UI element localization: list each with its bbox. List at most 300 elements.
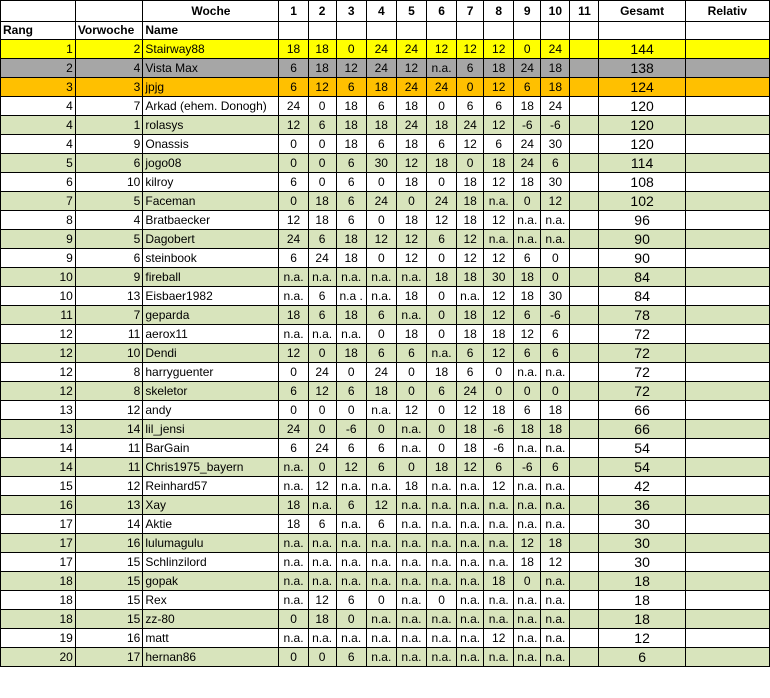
week-8-cell[interactable]: 6 (484, 97, 514, 116)
week-11-cell[interactable] (570, 211, 599, 230)
week-6-cell[interactable]: 0 (427, 591, 457, 610)
week-8-cell[interactable]: n.a. (484, 192, 514, 211)
week-3-cell[interactable]: 6 (336, 78, 366, 97)
relativ-cell[interactable] (685, 268, 769, 287)
relativ-cell[interactable] (685, 439, 769, 458)
week-7-cell[interactable]: n.a. (457, 591, 484, 610)
week-1-cell[interactable]: 0 (279, 192, 308, 211)
week-7-cell[interactable]: 18 (457, 325, 484, 344)
relativ-cell[interactable] (685, 135, 769, 154)
rang-cell[interactable]: 19 (1, 629, 76, 648)
week-10-cell[interactable]: 30 (541, 173, 570, 192)
week-10-cell[interactable]: n.a. (541, 648, 570, 667)
week-4-cell[interactable]: 0 (366, 420, 396, 439)
rang-cell[interactable]: 11 (1, 306, 76, 325)
week-5-cell[interactable]: 12 (396, 249, 426, 268)
week-8-cell[interactable]: n.a. (484, 515, 514, 534)
week-9-cell[interactable]: n.a. (514, 230, 541, 249)
vorwoche-cell[interactable]: 7 (75, 97, 143, 116)
gesamt-cell[interactable]: 36 (599, 496, 685, 515)
week-4-cell[interactable]: n.a. (366, 553, 396, 572)
week-10-cell[interactable]: n.a. (541, 211, 570, 230)
week-10-cell[interactable]: n.a. (541, 572, 570, 591)
week-3-cell[interactable]: 6 (336, 439, 366, 458)
name-cell[interactable]: Schlinzilord (143, 553, 279, 572)
week-9-cell[interactable]: n.a. (514, 477, 541, 496)
week-2-cell[interactable]: n.a. (308, 572, 336, 591)
vorwoche-cell[interactable]: 9 (75, 268, 143, 287)
week-8-cell[interactable]: 12 (484, 40, 514, 59)
week-11-cell[interactable] (570, 173, 599, 192)
gesamt-cell[interactable]: 66 (599, 420, 685, 439)
week-9-cell[interactable]: 18 (514, 287, 541, 306)
week-8-cell[interactable]: 6 (484, 135, 514, 154)
week-2-cell[interactable]: 18 (308, 59, 336, 78)
week-7-cell[interactable]: n.a. (457, 572, 484, 591)
week-3-cell[interactable]: -6 (336, 420, 366, 439)
relativ-cell[interactable] (685, 116, 769, 135)
gesamt-cell[interactable]: 42 (599, 477, 685, 496)
week-11-cell[interactable] (570, 553, 599, 572)
week-6-cell[interactable]: 0 (427, 306, 457, 325)
week-4-cell[interactable]: n.a. (366, 648, 396, 667)
week-3-cell[interactable]: 6 (336, 382, 366, 401)
week-7-cell[interactable]: n.a. (457, 629, 484, 648)
name-cell[interactable]: jpjg (143, 78, 279, 97)
week-9-cell[interactable]: n.a. (514, 648, 541, 667)
week-1-cell[interactable]: 6 (279, 249, 308, 268)
vorwoche-cell[interactable]: 13 (75, 287, 143, 306)
name-cell[interactable]: jogo08 (143, 154, 279, 173)
week-9-cell[interactable]: 0 (514, 192, 541, 211)
week-6-cell[interactable]: n.a. (427, 629, 457, 648)
week-5-cell[interactable]: 0 (396, 458, 426, 477)
rang-cell[interactable]: 12 (1, 363, 76, 382)
week-4-cell[interactable]: n.a. (366, 572, 396, 591)
week-11-cell[interactable] (570, 325, 599, 344)
relativ-cell[interactable] (685, 572, 769, 591)
week-1-cell[interactable]: 0 (279, 648, 308, 667)
gesamt-cell[interactable]: 108 (599, 173, 685, 192)
week-8-cell[interactable]: n.a. (484, 610, 514, 629)
week-8-cell[interactable]: n.a. (484, 591, 514, 610)
week-10-cell[interactable]: n.a. (541, 591, 570, 610)
week-4-cell[interactable]: 0 (366, 591, 396, 610)
week-7-cell[interactable]: n.a. (457, 496, 484, 515)
gesamt-cell[interactable]: 72 (599, 344, 685, 363)
gesamt-cell[interactable]: 78 (599, 306, 685, 325)
week-3-cell[interactable]: 12 (336, 59, 366, 78)
relativ-cell[interactable] (685, 629, 769, 648)
week-7-cell[interactable]: 12 (457, 135, 484, 154)
week-1-cell[interactable]: n.a. (279, 591, 308, 610)
week-2-cell[interactable]: 18 (308, 610, 336, 629)
week-5-cell[interactable]: 18 (396, 287, 426, 306)
week-9-cell[interactable]: 12 (514, 534, 541, 553)
week-1-cell[interactable]: n.a. (279, 287, 308, 306)
week-5-cell[interactable]: n.a. (396, 629, 426, 648)
week-6-cell[interactable]: 18 (427, 458, 457, 477)
week-7-cell[interactable]: n.a. (457, 553, 484, 572)
week-3-cell[interactable]: 0 (336, 610, 366, 629)
relativ-cell[interactable] (685, 211, 769, 230)
week-11-cell[interactable] (570, 59, 599, 78)
week-9-cell[interactable]: n.a. (514, 610, 541, 629)
vorwoche-cell[interactable]: 16 (75, 534, 143, 553)
week-8-cell[interactable]: -6 (484, 420, 514, 439)
week-8-cell[interactable]: 18 (484, 325, 514, 344)
name-cell[interactable]: Onassis (143, 135, 279, 154)
vorwoche-cell[interactable]: 5 (75, 192, 143, 211)
relativ-cell[interactable] (685, 306, 769, 325)
week-2-cell[interactable]: 24 (308, 439, 336, 458)
week-9-cell[interactable]: n.a. (514, 363, 541, 382)
gesamt-cell[interactable]: 18 (599, 572, 685, 591)
week-6-cell[interactable]: 0 (427, 287, 457, 306)
vorwoche-cell[interactable]: 13 (75, 496, 143, 515)
week-9-cell[interactable]: 18 (514, 97, 541, 116)
name-cell[interactable]: andy (143, 401, 279, 420)
relativ-cell[interactable] (685, 420, 769, 439)
vorwoche-cell[interactable]: 15 (75, 591, 143, 610)
week-11-cell[interactable] (570, 40, 599, 59)
week-4-cell[interactable]: 6 (366, 344, 396, 363)
week-1-cell[interactable]: 6 (279, 382, 308, 401)
week-7-cell[interactable]: 12 (457, 230, 484, 249)
week-10-cell[interactable]: n.a. (541, 629, 570, 648)
week-4-cell[interactable]: 0 (366, 325, 396, 344)
name-cell[interactable]: steinbook (143, 249, 279, 268)
week-8-cell[interactable]: n.a. (484, 553, 514, 572)
relativ-cell[interactable] (685, 154, 769, 173)
week-5-cell[interactable]: 24 (396, 40, 426, 59)
week-1-cell[interactable]: 0 (279, 154, 308, 173)
week-1-cell[interactable]: 18 (279, 496, 308, 515)
week-4-cell[interactable]: 6 (366, 458, 396, 477)
week-11-cell[interactable] (570, 116, 599, 135)
week-1-cell[interactable]: n.a. (279, 553, 308, 572)
week-5-cell[interactable]: 18 (396, 325, 426, 344)
week-4-cell[interactable]: 0 (366, 211, 396, 230)
week-8-cell[interactable]: n.a. (484, 496, 514, 515)
week-5-cell[interactable]: n.a. (396, 648, 426, 667)
week-8-cell[interactable]: 12 (484, 477, 514, 496)
week-8-cell[interactable]: 0 (484, 382, 514, 401)
week-10-cell[interactable]: 18 (541, 78, 570, 97)
rang-cell[interactable]: 6 (1, 173, 76, 192)
week-6-cell[interactable]: 6 (427, 382, 457, 401)
relativ-cell[interactable] (685, 515, 769, 534)
week-8-cell[interactable]: 12 (484, 78, 514, 97)
week-7-cell[interactable]: 18 (457, 420, 484, 439)
week-7-cell[interactable]: 0 (457, 154, 484, 173)
week-8-cell[interactable]: 12 (484, 249, 514, 268)
week-1-cell[interactable]: 0 (279, 135, 308, 154)
week-3-cell[interactable]: 6 (336, 648, 366, 667)
week-2-cell[interactable]: 18 (308, 40, 336, 59)
week-3-cell[interactable]: n.a. (336, 268, 366, 287)
week-1-cell[interactable]: 18 (279, 40, 308, 59)
week-6-cell[interactable]: 18 (427, 268, 457, 287)
week-5-cell[interactable]: n.a. (396, 553, 426, 572)
week-2-cell[interactable]: 0 (308, 420, 336, 439)
gesamt-cell[interactable]: 30 (599, 553, 685, 572)
relativ-cell[interactable] (685, 382, 769, 401)
week-4-cell[interactable]: 18 (366, 116, 396, 135)
week-10-cell[interactable]: n.a. (541, 439, 570, 458)
week-7-cell[interactable]: 6 (457, 59, 484, 78)
week-3-cell[interactable]: 18 (336, 116, 366, 135)
week-6-cell[interactable]: n.a. (427, 496, 457, 515)
rang-cell[interactable]: 12 (1, 325, 76, 344)
rang-cell[interactable]: 7 (1, 192, 76, 211)
week-3-cell[interactable]: 18 (336, 135, 366, 154)
rang-cell[interactable]: 3 (1, 78, 76, 97)
gesamt-cell[interactable]: 96 (599, 211, 685, 230)
gesamt-cell[interactable]: 84 (599, 287, 685, 306)
relativ-cell[interactable] (685, 610, 769, 629)
week-4-cell[interactable]: 18 (366, 78, 396, 97)
week-2-cell[interactable]: 0 (308, 344, 336, 363)
vorwoche-cell[interactable]: 9 (75, 135, 143, 154)
vorwoche-cell[interactable]: 10 (75, 173, 143, 192)
relativ-cell[interactable] (685, 458, 769, 477)
rang-cell[interactable]: 5 (1, 154, 76, 173)
name-cell[interactable]: zz-80 (143, 610, 279, 629)
relativ-cell[interactable] (685, 40, 769, 59)
week-7-cell[interactable]: 24 (457, 116, 484, 135)
week-2-cell[interactable]: n.a. (308, 534, 336, 553)
week-9-cell[interactable]: 18 (514, 268, 541, 287)
week-4-cell[interactable]: 24 (366, 40, 396, 59)
relativ-cell[interactable] (685, 192, 769, 211)
week-4-cell[interactable]: 12 (366, 496, 396, 515)
week-6-cell[interactable]: n.a. (427, 344, 457, 363)
week-9-cell[interactable]: 6 (514, 306, 541, 325)
name-cell[interactable]: Rex (143, 591, 279, 610)
name-cell[interactable]: Xay (143, 496, 279, 515)
week-8-cell[interactable]: n.a. (484, 534, 514, 553)
relativ-cell[interactable] (685, 78, 769, 97)
week-10-cell[interactable]: 6 (541, 154, 570, 173)
gesamt-cell[interactable]: 18 (599, 591, 685, 610)
week-3-cell[interactable]: 18 (336, 97, 366, 116)
week-10-cell[interactable]: n.a. (541, 515, 570, 534)
gesamt-cell[interactable]: 120 (599, 135, 685, 154)
relativ-cell[interactable] (685, 230, 769, 249)
week-9-cell[interactable]: 6 (514, 344, 541, 363)
relativ-cell[interactable] (685, 97, 769, 116)
week-6-cell[interactable]: 0 (427, 401, 457, 420)
rang-cell[interactable]: 9 (1, 230, 76, 249)
gesamt-cell[interactable]: 138 (599, 59, 685, 78)
week-6-cell[interactable]: 12 (427, 40, 457, 59)
week-1-cell[interactable]: 6 (279, 173, 308, 192)
week-5-cell[interactable]: n.a. (396, 268, 426, 287)
week-6-cell[interactable]: 0 (427, 420, 457, 439)
rang-cell[interactable]: 12 (1, 382, 76, 401)
week-2-cell[interactable]: 12 (308, 382, 336, 401)
rang-cell[interactable]: 18 (1, 591, 76, 610)
gesamt-cell[interactable]: 72 (599, 325, 685, 344)
week-4-cell[interactable]: 6 (366, 306, 396, 325)
week-9-cell[interactable]: 6 (514, 78, 541, 97)
week-2-cell[interactable]: n.a. (308, 268, 336, 287)
week-2-cell[interactable]: 12 (308, 477, 336, 496)
name-cell[interactable]: Stairway88 (143, 40, 279, 59)
week-10-cell[interactable]: 30 (541, 287, 570, 306)
week-5-cell[interactable]: n.a. (396, 591, 426, 610)
vorwoche-cell[interactable]: 14 (75, 515, 143, 534)
vorwoche-cell[interactable]: 6 (75, 249, 143, 268)
week-10-cell[interactable]: 30 (541, 135, 570, 154)
week-4-cell[interactable]: n.a. (366, 610, 396, 629)
week-1-cell[interactable]: n.a. (279, 572, 308, 591)
rang-cell[interactable]: 14 (1, 458, 76, 477)
vorwoche-cell[interactable]: 14 (75, 420, 143, 439)
week-11-cell[interactable] (570, 515, 599, 534)
week-4-cell[interactable]: 18 (366, 382, 396, 401)
week-4-cell[interactable]: n.a. (366, 629, 396, 648)
week-2-cell[interactable]: 6 (308, 306, 336, 325)
week-10-cell[interactable]: n.a. (541, 230, 570, 249)
week-11-cell[interactable] (570, 648, 599, 667)
week-8-cell[interactable]: 12 (484, 173, 514, 192)
rang-cell[interactable]: 17 (1, 534, 76, 553)
week-5-cell[interactable]: 18 (396, 173, 426, 192)
rang-cell[interactable]: 1 (1, 40, 76, 59)
week-3-cell[interactable]: 6 (336, 496, 366, 515)
week-1-cell[interactable]: n.a. (279, 458, 308, 477)
week-11-cell[interactable] (570, 97, 599, 116)
relativ-cell[interactable] (685, 591, 769, 610)
gesamt-cell[interactable]: 84 (599, 268, 685, 287)
week-7-cell[interactable]: n.a. (457, 515, 484, 534)
week-7-cell[interactable]: 18 (457, 173, 484, 192)
week-10-cell[interactable]: 24 (541, 40, 570, 59)
week-4-cell[interactable]: 6 (366, 135, 396, 154)
gesamt-cell[interactable]: 102 (599, 192, 685, 211)
week-4-cell[interactable]: 24 (366, 59, 396, 78)
week-7-cell[interactable]: 18 (457, 439, 484, 458)
week-9-cell[interactable]: n.a. (514, 496, 541, 515)
gesamt-cell[interactable]: 72 (599, 363, 685, 382)
week-7-cell[interactable]: 6 (457, 97, 484, 116)
rang-cell[interactable]: 10 (1, 287, 76, 306)
week-10-cell[interactable]: 18 (541, 59, 570, 78)
week-5-cell[interactable]: n.a. (396, 515, 426, 534)
week-10-cell[interactable]: -6 (541, 116, 570, 135)
week-10-cell[interactable]: n.a. (541, 496, 570, 515)
name-cell[interactable]: Arkad (ehem. Donogh) (143, 97, 279, 116)
week-8-cell[interactable]: 6 (484, 458, 514, 477)
week-4-cell[interactable]: 6 (366, 439, 396, 458)
name-cell[interactable]: skeletor (143, 382, 279, 401)
week-2-cell[interactable]: 12 (308, 591, 336, 610)
week-8-cell[interactable]: 30 (484, 268, 514, 287)
week-7-cell[interactable]: n.a. (457, 648, 484, 667)
week-1-cell[interactable]: 18 (279, 306, 308, 325)
week-5-cell[interactable]: 6 (396, 344, 426, 363)
week-5-cell[interactable]: n.a. (396, 306, 426, 325)
week-2-cell[interactable]: 18 (308, 211, 336, 230)
vorwoche-cell[interactable]: 7 (75, 306, 143, 325)
week-2-cell[interactable]: 18 (308, 192, 336, 211)
gesamt-cell[interactable]: 54 (599, 439, 685, 458)
week-10-cell[interactable]: 6 (541, 325, 570, 344)
week-5-cell[interactable]: 24 (396, 78, 426, 97)
gesamt-cell[interactable]: 54 (599, 458, 685, 477)
week-5-cell[interactable]: n.a. (396, 420, 426, 439)
week-3-cell[interactable]: 12 (336, 458, 366, 477)
rang-cell[interactable]: 16 (1, 496, 76, 515)
week-11-cell[interactable] (570, 458, 599, 477)
week-4-cell[interactable]: 0 (366, 173, 396, 192)
week-5-cell[interactable]: 18 (396, 211, 426, 230)
week-1-cell[interactable]: 6 (279, 59, 308, 78)
week-6-cell[interactable]: n.a. (427, 553, 457, 572)
week-1-cell[interactable]: n.a. (279, 534, 308, 553)
name-cell[interactable]: lulumagulu (143, 534, 279, 553)
rang-cell[interactable]: 13 (1, 420, 76, 439)
gesamt-cell[interactable]: 120 (599, 116, 685, 135)
week-7-cell[interactable]: 24 (457, 382, 484, 401)
gesamt-cell[interactable]: 30 (599, 515, 685, 534)
week-3-cell[interactable]: 6 (336, 591, 366, 610)
week-10-cell[interactable]: -6 (541, 306, 570, 325)
rang-cell[interactable]: 10 (1, 268, 76, 287)
week-7-cell[interactable]: 18 (457, 306, 484, 325)
week-1-cell[interactable]: n.a. (279, 629, 308, 648)
name-cell[interactable]: kilroy (143, 173, 279, 192)
week-4-cell[interactable]: 12 (366, 230, 396, 249)
gesamt-cell[interactable]: 18 (599, 610, 685, 629)
week-6-cell[interactable]: 6 (427, 230, 457, 249)
name-cell[interactable]: gopak (143, 572, 279, 591)
week-8-cell[interactable]: 12 (484, 344, 514, 363)
week-3-cell[interactable]: 6 (336, 154, 366, 173)
week-3-cell[interactable]: n.a. (336, 629, 366, 648)
week-6-cell[interactable]: 18 (427, 363, 457, 382)
week-9-cell[interactable]: n.a. (514, 629, 541, 648)
rang-cell[interactable]: 15 (1, 477, 76, 496)
week-5-cell[interactable]: n.a. (396, 572, 426, 591)
rang-cell[interactable]: 18 (1, 572, 76, 591)
week-7-cell[interactable]: 0 (457, 78, 484, 97)
relativ-cell[interactable] (685, 534, 769, 553)
week-11-cell[interactable] (570, 249, 599, 268)
vorwoche-cell[interactable]: 11 (75, 325, 143, 344)
week-2-cell[interactable]: 6 (308, 287, 336, 306)
week-10-cell[interactable]: 6 (541, 344, 570, 363)
week-6-cell[interactable]: 0 (427, 249, 457, 268)
week-7-cell[interactable]: 18 (457, 268, 484, 287)
week-6-cell[interactable]: n.a. (427, 534, 457, 553)
name-cell[interactable]: Faceman (143, 192, 279, 211)
week-1-cell[interactable]: n.a. (279, 477, 308, 496)
relativ-cell[interactable] (685, 496, 769, 515)
relativ-cell[interactable] (685, 363, 769, 382)
vorwoche-cell[interactable]: 5 (75, 230, 143, 249)
week-1-cell[interactable]: 24 (279, 97, 308, 116)
week-4-cell[interactable]: n.a. (366, 534, 396, 553)
week-2-cell[interactable]: 0 (308, 154, 336, 173)
name-cell[interactable]: Vista Max (143, 59, 279, 78)
week-1-cell[interactable]: 12 (279, 344, 308, 363)
week-9-cell[interactable]: n.a. (514, 591, 541, 610)
week-2-cell[interactable]: 12 (308, 78, 336, 97)
week-2-cell[interactable]: n.a. (308, 629, 336, 648)
